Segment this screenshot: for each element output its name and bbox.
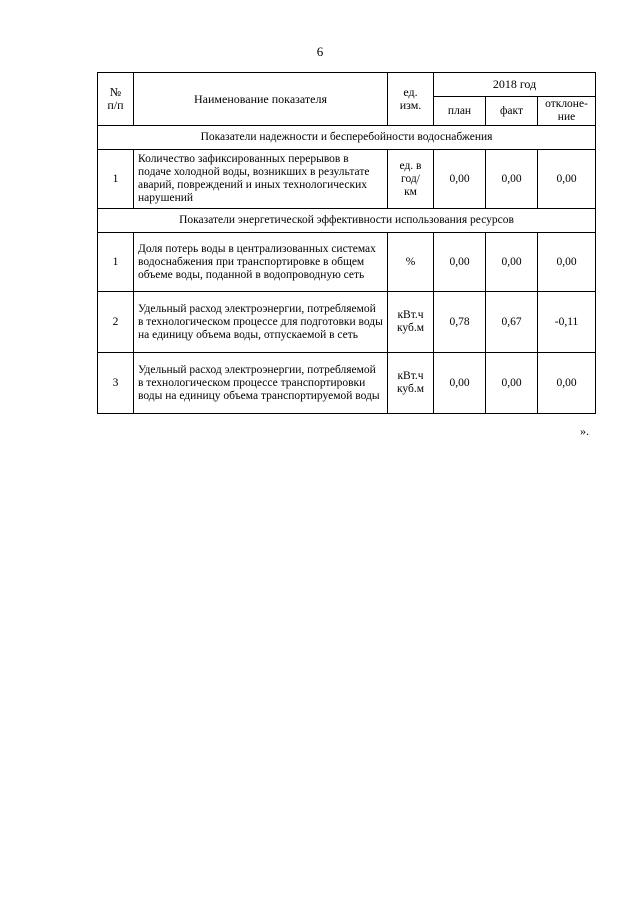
header-unit: ед. изм. bbox=[388, 73, 434, 126]
row-deviation-value: 0,00 bbox=[538, 150, 596, 209]
row-deviation-value: 0,00 bbox=[538, 233, 596, 292]
row-plan-value: 0,00 bbox=[434, 233, 486, 292]
row-unit: % bbox=[388, 233, 434, 292]
row-unit: кВт.ч куб.м bbox=[388, 353, 434, 414]
row-number: 2 bbox=[98, 292, 134, 353]
header-fact: факт bbox=[486, 97, 538, 126]
row-fact-value: 0,67 bbox=[486, 292, 538, 353]
header-plan: план bbox=[434, 97, 486, 126]
row-unit: ед. в год/ км bbox=[388, 150, 434, 209]
row-indicator-name: Удельный расход электроэнергии, потребляемой в технологическом процессе для подготовки воды на единицу объема воды, отпускаемой в сеть bbox=[134, 292, 388, 353]
row-fact-value: 0,00 bbox=[486, 353, 538, 414]
page-number: 6 bbox=[316, 44, 324, 59]
row-unit: кВт.ч куб.м bbox=[388, 292, 434, 353]
row-indicator-name: Количество зафиксированных перерывов в подаче холодной воды, возникших в результате аварий, повреждений и иных технологических нарушений bbox=[134, 150, 388, 209]
row-fact-value: 0,00 bbox=[486, 150, 538, 209]
indicators-table bbox=[97, 72, 596, 414]
row-number: 1 bbox=[98, 233, 134, 292]
header-year: 2018 год bbox=[434, 73, 596, 97]
row-number: 3 bbox=[98, 353, 134, 414]
row-plan-value: 0,78 bbox=[434, 292, 486, 353]
section-title-reliability: Показатели надежности и бесперебойности водоснабжения bbox=[98, 126, 596, 150]
header-indicator-name: Наименование показателя bbox=[134, 73, 388, 126]
header-number: № п/п bbox=[98, 73, 134, 126]
row-indicator-name: Удельный расход электроэнергии, потребляемой в технологическом процессе транспортировки воды на единицу объема транспортируемой воды bbox=[134, 353, 388, 414]
header-deviation: отклоне- ние bbox=[538, 97, 596, 126]
row-deviation-value: 0,00 bbox=[538, 353, 596, 414]
row-number: 1 bbox=[98, 150, 134, 209]
row-plan-value: 0,00 bbox=[434, 353, 486, 414]
section-title-energy-efficiency: Показатели энергетической эффективности использования ресурсов bbox=[98, 209, 596, 233]
row-indicator-name: Доля потерь воды в централизованных системах водоснабжения при транспортировке в общем объеме воды, поданной в водопроводную сеть bbox=[134, 233, 388, 292]
row-deviation-value: -0,11 bbox=[538, 292, 596, 353]
row-plan-value: 0,00 bbox=[434, 150, 486, 209]
row-fact-value: 0,00 bbox=[486, 233, 538, 292]
closing-quote-mark: ». bbox=[580, 424, 589, 438]
